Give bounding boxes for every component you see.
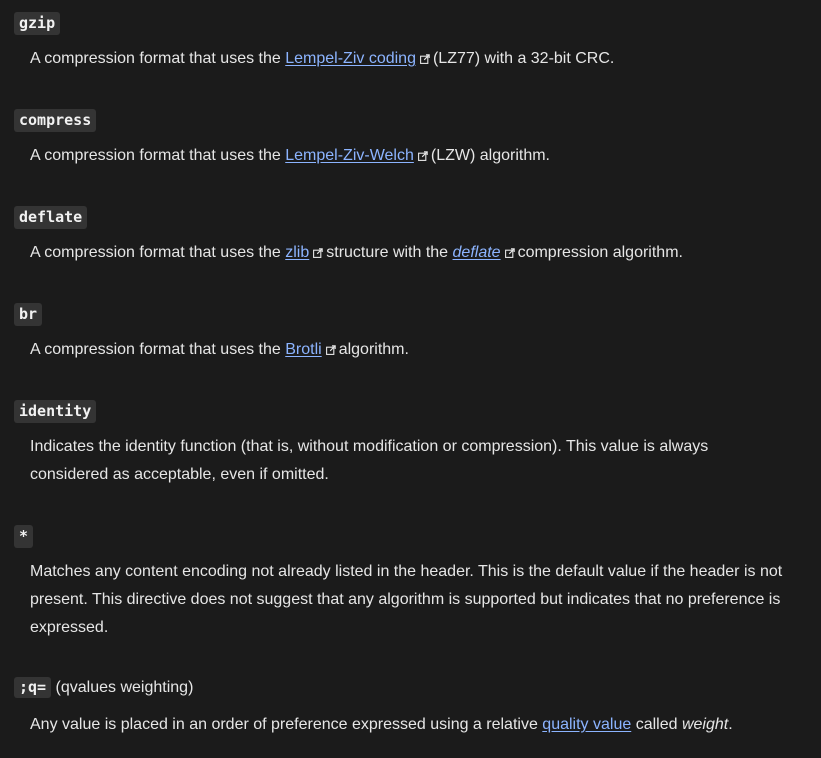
desc-text: compression algorithm. — [517, 244, 683, 261]
description-wildcard: Matches any content encoding not already listed in the header. This is the default value if the header is not present. This directive does not suggest that any algorithm is supported but indicates that no preference is expressed. — [30, 563, 783, 636]
desc-text: A compression format that uses the — [30, 341, 286, 358]
description-gzip — [30, 45, 790, 73]
desc-text: Any value is placed in an order of preference expressed using a relative — [30, 716, 543, 733]
description-qvalues — [30, 711, 790, 739]
desc-text: A compression format that uses the — [30, 50, 286, 67]
term-qvalues — [14, 676, 193, 699]
description-deflate — [30, 239, 790, 267]
link-brotli[interactable]: Brotli — [285, 341, 322, 358]
link-quality-value[interactable]: quality value — [542, 716, 632, 733]
term-gzip: gzip — [14, 12, 60, 35]
term-deflate: deflate — [14, 206, 87, 229]
desc-text: (LZW) algorithm. — [430, 147, 550, 164]
link-zlib[interactable]: zlib — [285, 244, 310, 261]
desc-text: called — [631, 716, 682, 733]
external-link-icon — [313, 248, 323, 258]
desc-text: A compression format that uses the — [30, 147, 286, 164]
term-identity: identity — [14, 400, 96, 423]
emphasis-weight: weight — [681, 716, 729, 733]
desc-text: structure with the — [326, 244, 453, 261]
desc-text: A compression format that uses the — [30, 244, 286, 261]
description-compress — [30, 142, 790, 170]
link-deflate[interactable]: deflate — [452, 244, 501, 261]
external-link-icon — [505, 248, 515, 258]
description-br — [30, 336, 790, 364]
desc-text: (LZ77) with a 32-bit CRC. — [432, 50, 615, 67]
external-link-icon — [420, 54, 430, 64]
link-lempel-ziv-welch[interactable]: Lempel-Ziv-Welch — [285, 147, 414, 164]
term-suffix: (qvalues weighting) — [51, 679, 194, 696]
desc-text: . — [728, 716, 733, 733]
external-link-icon — [418, 151, 428, 161]
description-identity: Indicates the identity function (that is, without modification or compression). This value is always considered as acceptable, even if omitted. — [30, 438, 709, 483]
term-q: ;q= — [14, 677, 51, 698]
term-br: br — [14, 303, 42, 326]
external-link-icon — [326, 345, 336, 355]
desc-text: algorithm. — [338, 341, 409, 358]
link-lempel-ziv-coding[interactable]: Lempel-Ziv coding — [285, 50, 416, 67]
term-wildcard: * — [14, 525, 33, 548]
term-compress: compress — [14, 109, 96, 132]
